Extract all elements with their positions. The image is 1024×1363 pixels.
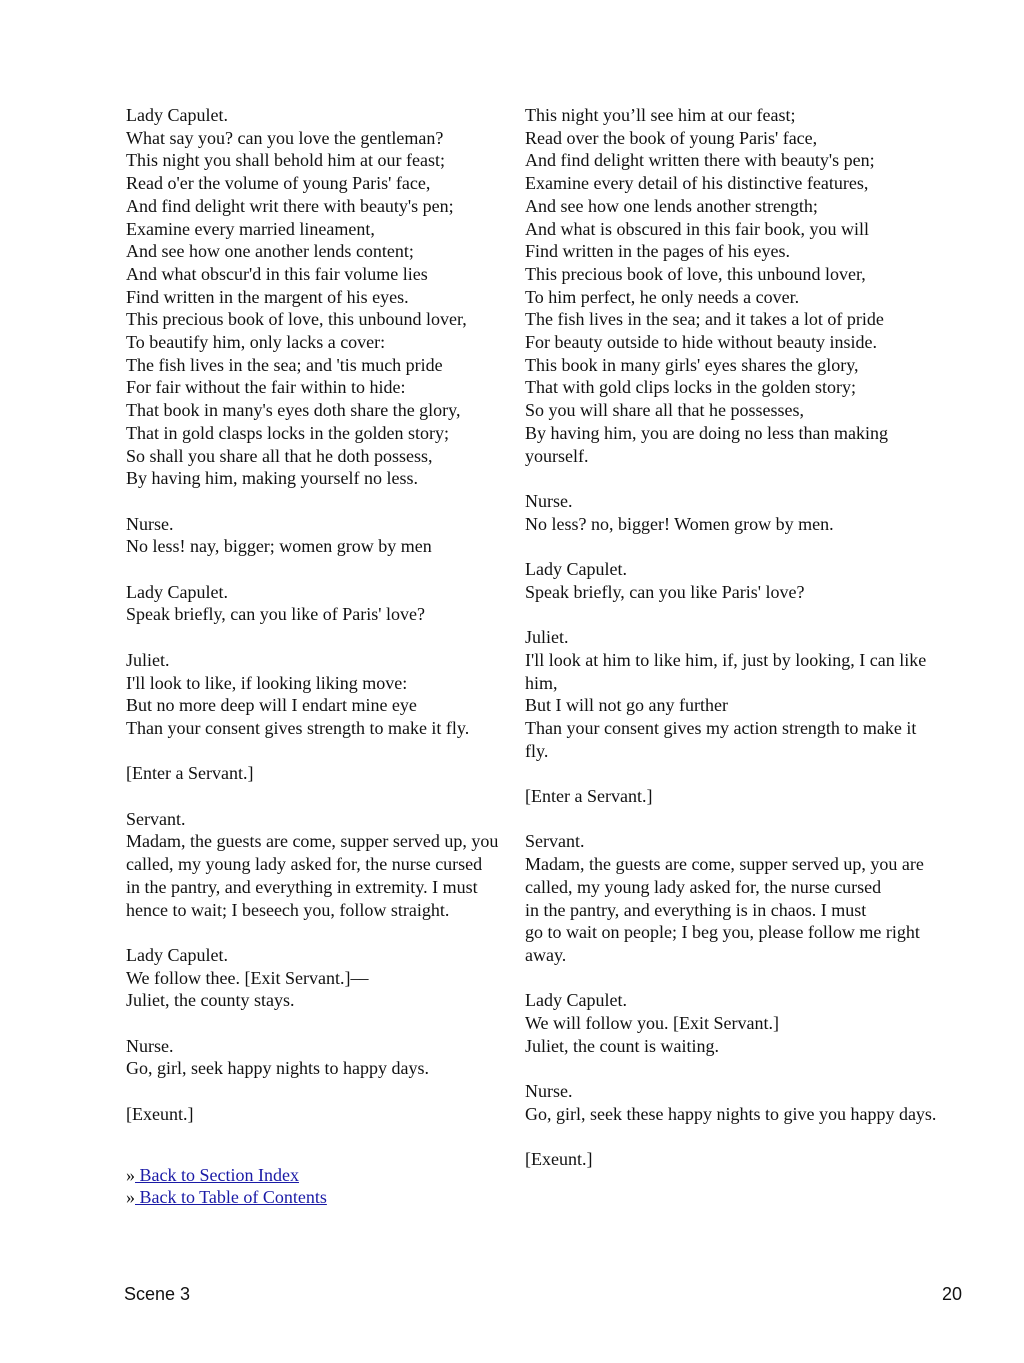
text-line: hence to wait; I beseech you, follow straight. bbox=[126, 899, 450, 920]
text-line: Nurse. bbox=[525, 1081, 573, 1102]
text-line: That with gold clips locks in the golden story; bbox=[525, 377, 856, 398]
text-line: Lady Capulet. bbox=[525, 990, 627, 1011]
text-line: And what obscur'd in this fair volume lies bbox=[126, 263, 428, 284]
nav-table-of-contents bbox=[126, 1186, 524, 1209]
text-line: This precious book of love, this unbound lover, bbox=[525, 263, 866, 284]
text-line: This precious book of love, this unbound lover, bbox=[126, 309, 467, 330]
text-line: Lady Capulet. bbox=[126, 105, 228, 125]
stanza-gap bbox=[126, 626, 524, 649]
text-line: And see how one another lends content; bbox=[126, 241, 414, 262]
text-line: Read over the book of young Paris' face, bbox=[525, 127, 818, 148]
text-line: And what is obscured in this fair book, you will bbox=[525, 218, 869, 239]
text-line: Lady Capulet. bbox=[525, 559, 627, 580]
text-line: Nurse. bbox=[126, 513, 174, 534]
text-line: Lady Capulet. bbox=[126, 581, 228, 602]
stanza-gap bbox=[126, 740, 524, 763]
text-line: Than your consent gives strength to make it fly. bbox=[126, 717, 470, 738]
text-line: And see how one lends another strength; bbox=[525, 195, 818, 216]
text-line: The fish lives in the sea; and 'tis much pride bbox=[126, 354, 443, 375]
text-line: So shall you share all that he doth possess, bbox=[126, 445, 433, 466]
text-line: I'll look at him to like him, if, just by looking, I can like bbox=[525, 649, 927, 670]
text-line: Juliet. bbox=[126, 649, 170, 670]
text-line: For fair without the fair within to hide: bbox=[126, 377, 406, 398]
text-line: [Enter a Servant.] bbox=[525, 786, 653, 807]
text-line: Speak briefly, can you like of Paris' love? bbox=[126, 604, 425, 625]
text-line: called, my young lady asked for, the nurse cursed bbox=[126, 854, 483, 875]
text-line: Nurse. bbox=[525, 490, 573, 511]
text-line: [Exeunt.] bbox=[126, 1103, 194, 1124]
text-line: This night you’ll see him at our feast; bbox=[525, 105, 796, 125]
text-line: Find written in the margent of his eyes. bbox=[126, 286, 409, 307]
text-line: Find written in the pages of his eyes. bbox=[525, 241, 790, 262]
text-line: [Exeunt.] bbox=[525, 1149, 593, 1170]
stanza-gap bbox=[126, 558, 524, 581]
text-line: No less? no, bigger! Women grow by men. bbox=[525, 513, 834, 534]
text-line: Lady Capulet. bbox=[126, 944, 228, 965]
text-line: Examine every detail of his distinctive features, bbox=[525, 173, 869, 194]
text-line: And find delight writ there with beauty's pen; bbox=[126, 195, 454, 216]
text-line: in the pantry, and everything in extremity. I must bbox=[126, 876, 478, 897]
stanza-gap bbox=[525, 535, 965, 558]
stanza-gap bbox=[126, 490, 524, 513]
text-line: away. bbox=[525, 944, 567, 965]
text-line: called, my young lady asked for, the nurse cursed bbox=[525, 876, 882, 897]
spacer bbox=[126, 1126, 524, 1164]
nav-bullet: » bbox=[126, 1164, 135, 1185]
original-text-column bbox=[126, 104, 524, 1209]
text-line: For beauty outside to hide without beauty inside. bbox=[525, 332, 877, 353]
text-line: Servant. bbox=[525, 831, 585, 852]
text-line: To him perfect, he only needs a cover. bbox=[525, 286, 800, 307]
modern-text-column bbox=[525, 104, 965, 1171]
text-line: But I will not go any further bbox=[525, 695, 728, 716]
text-line: What say you? can you love the gentleman? bbox=[126, 127, 444, 148]
footer-section-label: Scene 3 bbox=[124, 1284, 191, 1304]
stanza-gap bbox=[126, 921, 524, 944]
text-line: Madam, the guests are come, supper served up, you bbox=[126, 831, 499, 852]
text-line: I'll look to like, if looking liking move: bbox=[126, 672, 408, 693]
stanza-gap bbox=[525, 808, 965, 831]
text-line: No less! nay, bigger; women grow by men bbox=[126, 536, 432, 557]
nav-section-index bbox=[126, 1164, 524, 1187]
text-line: By having him, making yourself no less. bbox=[126, 468, 418, 489]
text-line: Madam, the guests are come, supper served up, you are bbox=[525, 854, 924, 875]
text-line: in the pantry, and everything is in chaos. I must bbox=[525, 899, 867, 920]
text-line: Juliet. bbox=[525, 627, 569, 648]
text-line: Servant. bbox=[126, 808, 186, 829]
stanza-gap bbox=[525, 603, 965, 626]
stanza-gap bbox=[525, 967, 965, 990]
text-line: Than your consent gives my action strength to make it bbox=[525, 717, 917, 738]
text-line: That book in many's eyes doth share the glory, bbox=[126, 400, 461, 421]
text-line: Read o'er the volume of young Paris' face, bbox=[126, 173, 431, 194]
text-line: Nurse. bbox=[126, 1035, 174, 1056]
text-line: [Enter a Servant.] bbox=[126, 763, 254, 784]
text-line: Examine every married lineament, bbox=[126, 218, 375, 239]
text-line: We will follow you. [Exit Servant.] bbox=[525, 1013, 780, 1034]
text-line: him, bbox=[525, 672, 558, 693]
footer-page-number: 20 bbox=[941, 1284, 962, 1304]
text-line: yourself. bbox=[525, 445, 589, 466]
text-line: Go, girl, seek happy nights to happy days. bbox=[126, 1058, 429, 1079]
stanza-gap bbox=[525, 762, 965, 785]
back-to-section-index-link[interactable]: Back to Section Index bbox=[135, 1164, 299, 1185]
text-line: To beautify him, only lacks a cover: bbox=[126, 332, 386, 353]
text-line: And find delight written there with beauty's pen; bbox=[525, 150, 875, 171]
text-line: By having him, you are doing no less than making bbox=[525, 422, 888, 443]
text-line: That in gold clasps locks in the golden story; bbox=[126, 422, 449, 443]
text-line: This night you shall behold him at our feast; bbox=[126, 150, 445, 171]
original-text-lines bbox=[126, 104, 524, 1126]
stanza-gap bbox=[525, 1126, 965, 1149]
text-line: We follow thee. [Exit Servant.]–– bbox=[126, 967, 369, 988]
text-line: Go, girl, seek these happy nights to give you happy days. bbox=[525, 1103, 937, 1124]
stanza-gap bbox=[126, 785, 524, 808]
text-line: Juliet, the count is waiting. bbox=[525, 1035, 719, 1056]
text-line: This book in many girls' eyes shares the glory, bbox=[525, 354, 859, 375]
text-line: So you will share all that he possesses, bbox=[525, 400, 804, 421]
stanza-gap bbox=[525, 467, 965, 490]
text-line: Speak briefly, can you like Paris' love? bbox=[525, 581, 805, 602]
stanza-gap bbox=[126, 1080, 524, 1103]
back-to-table-of-contents-link[interactable]: Back to Table of Contents bbox=[135, 1187, 327, 1208]
stanza-gap bbox=[525, 1057, 965, 1080]
nav-bullet: » bbox=[126, 1187, 135, 1208]
stanza-gap bbox=[126, 1012, 524, 1035]
text-line: fly. bbox=[525, 740, 549, 761]
modern-text-lines bbox=[525, 104, 965, 1171]
text-line: go to wait on people; I beg you, please follow me right bbox=[525, 922, 920, 943]
text-line: The fish lives in the sea; and it takes a lot of pride bbox=[525, 309, 884, 330]
text-line: But no more deep will I endart mine eye bbox=[126, 695, 417, 716]
text-line: Juliet, the county stays. bbox=[126, 990, 295, 1011]
